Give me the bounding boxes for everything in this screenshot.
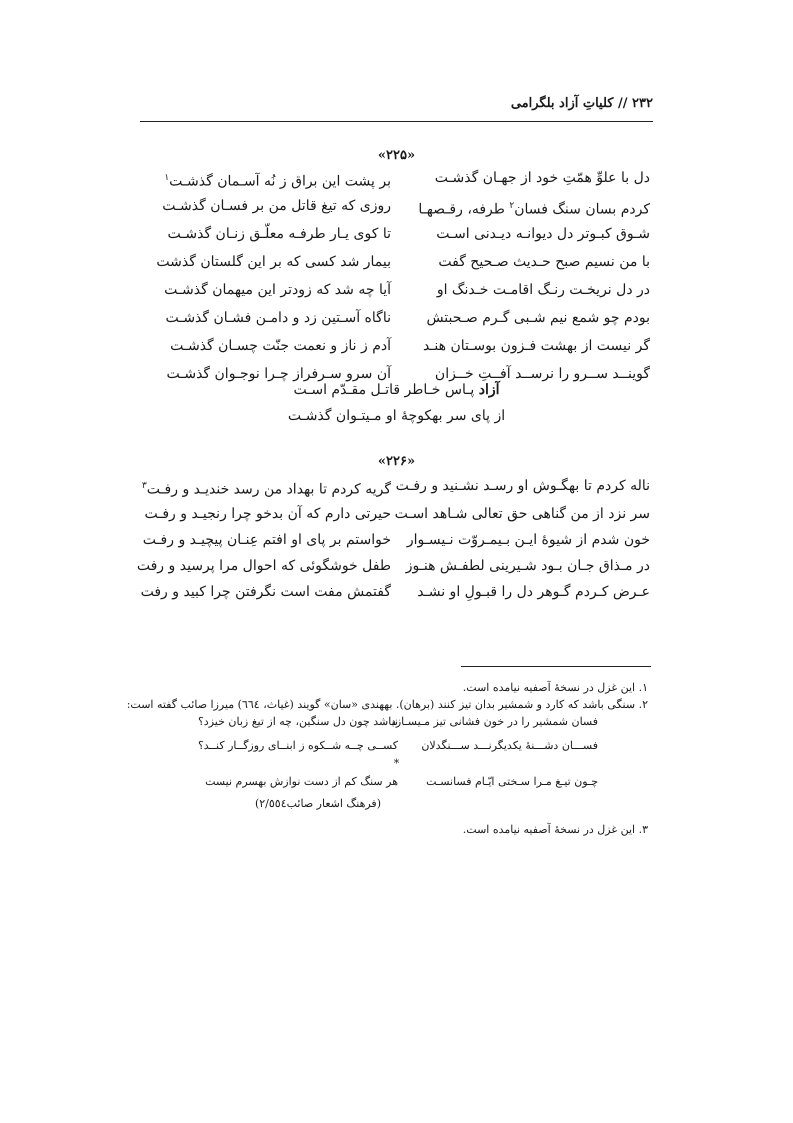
- quote-hemistich-right: چـون تیـغ مـرا سـختی ایّـام فسانسـت: [426, 775, 598, 788]
- footnote-ref[interactable]: ۲: [509, 201, 515, 211]
- hemistich-right: خون شدم از شیوهٔ ایـن بـیمـروّت نـیسـوار: [406, 532, 650, 548]
- hemistich-left: بیمار شد کسی که بر این گلستان گذشت: [156, 254, 391, 270]
- couplet: [0, 556, 793, 582]
- footnote-ref[interactable]: ۱: [164, 173, 170, 183]
- hemistich-right: سر نزد از من گناهی حق تعالی شـاهد اسـت: [394, 506, 650, 522]
- footnote-2: ۲. سنگی باشد که کارد و شمشیر بدان تیز کنند (برهان). بههندی «سان» گویند (غیاث، ٦٦٤) میرزا صائب گفته است:: [126, 698, 648, 711]
- quote-hemistich-right: فسان شمشیر را در خون فشانی تیز مـیسـازد: [390, 715, 598, 728]
- couplet: [0, 196, 793, 222]
- page-number: ۲۳۲: [632, 96, 653, 111]
- hemistich-right: بودم چو شمع نیم شـبی گـرم صـحبتش: [426, 310, 650, 326]
- hemistich-left: خواستم بر پای او افتم عِنـان پیچیـد و رفـت: [142, 532, 391, 548]
- book-title: کلیاتِ آزاد بلگرامی: [510, 96, 614, 111]
- hemistich-right: در مـذاق جـان بـود شـیرینی لطفـش هنـوز: [405, 558, 650, 574]
- hemistich-left: گفتمش مفت است نگرفتن چرا کبید و رفت: [140, 584, 391, 600]
- couplet: [0, 168, 793, 194]
- hemistich-right: شـوق کبـوتر دل دیوانـه دیـدنی اسـت: [436, 226, 650, 242]
- couplet: [0, 504, 793, 530]
- quote-hemistich-left: هر سنگ کم از دست نوازش بهسرم نیست: [205, 775, 398, 788]
- hemistich-left: ناگاه آسـتین زد و دامـن فشـان گذشـت: [165, 310, 391, 326]
- closing-text: پـاس خـاطر قاتـل مقـدّم اسـت: [293, 382, 479, 398]
- poem-number: «۲۲۶»: [377, 454, 416, 469]
- couplet: [0, 224, 793, 250]
- closing-couplet-line: [0, 380, 793, 400]
- hemistich-left: آن سرو سـرفراز چـرا نوجـوان گذشـت: [166, 366, 391, 382]
- hemistich-right: در دل نریخـت رنـگ اقامـت خـدنگ او: [436, 282, 650, 298]
- hemistich-text: کردم بسان سنگ فسان: [514, 201, 650, 218]
- closing-couplet-line: از پای سر بهکوچهٔ او مـیتـوان گذشـت: [287, 408, 506, 424]
- couplet: [0, 298, 793, 324]
- hemistich-right: [405, 196, 650, 220]
- footnote-ref[interactable]: ۳: [141, 481, 147, 491]
- footnote-1: ۱. این غزل در نسخهٔ آصفیه نیامده است.: [462, 681, 648, 694]
- poem-number: «۲۲۵»: [377, 148, 416, 163]
- separator-asterisk: *: [393, 757, 400, 770]
- hemistich-right: با من نسیم صبح حـدیث صـحیح گفت: [438, 254, 650, 270]
- hemistich-right: گر نیست از بهشت فـزون بوسـتان هنـد: [422, 338, 650, 354]
- hemistich-right: ناله کردم تا بهگـوش او رسـد نشـنید و رفـت: [395, 478, 650, 494]
- couplet: [0, 252, 793, 278]
- hemistich-left: آدم ز ناز و نعمت جنّت چسـان گذشـت: [170, 338, 391, 354]
- footnote-rule: [461, 666, 651, 667]
- header-separator: //: [618, 96, 628, 111]
- running-header: [140, 96, 653, 111]
- quote-hemistich-left: نباشد چون دل سنگین، چه از تیغ زبان خیزد؟: [197, 715, 398, 728]
- hemistich-text: طرفه، رقـصهـا: [418, 201, 510, 218]
- hemistich-left: آیا چه شد که زودتر این میهمان گذشـت: [164, 282, 391, 298]
- couplet: [0, 582, 793, 608]
- hemistich-left: حیرتی دارم که آن بدخو چرا رنجیـد و رفـت: [144, 506, 391, 522]
- hemistich-right: دل با علوِّ همّتِ خود از جهـان گذشـت: [434, 170, 650, 186]
- hemistich-right: عـرض کـردم گـوهر دل را قبـولِ او نشـد: [417, 584, 650, 600]
- hemistich-right: گوینــد ســرو را نرســد آفــتِ خــزان: [434, 366, 650, 382]
- hemistich-left: [131, 168, 391, 192]
- couplet: [0, 336, 793, 362]
- hemistich-left: طفل خوشگوئی که احوال مرا پرسید و رفت: [136, 558, 391, 574]
- hemistich-text: بر پشت این براق ز نُه آسـمان گذشـت: [169, 173, 391, 190]
- header-rule: [140, 121, 653, 122]
- quote-hemistich-left: کســی چــه شــکوه ز ابنــای روزگــار کنــد؟: [197, 739, 398, 752]
- couplet: [0, 530, 793, 556]
- footnote-3: ۳. این غزل در نسخهٔ آصفیه نیامده است.: [462, 823, 648, 836]
- quote-source: (فرهنگ اشعار صائب۲/٥٥٤): [254, 797, 381, 810]
- hemistich-text: گریه کردم تا بهداد من رسد خندیـد و رفـت: [146, 481, 391, 498]
- couplet: [0, 476, 793, 502]
- poet-name: آزاد: [478, 382, 500, 398]
- quote-hemistich-right: فســـان دشـــنهٔ یکدیگرنـــد ســـنگدلان: [421, 739, 598, 752]
- hemistich-left: روزی که تیغ قاتل من بر فسـان گذشـت: [162, 198, 391, 214]
- hemistich-left: تا کوی یـار طرفـه معلّـق زنـان گذشـت: [167, 226, 391, 242]
- hemistich-left: [131, 476, 391, 500]
